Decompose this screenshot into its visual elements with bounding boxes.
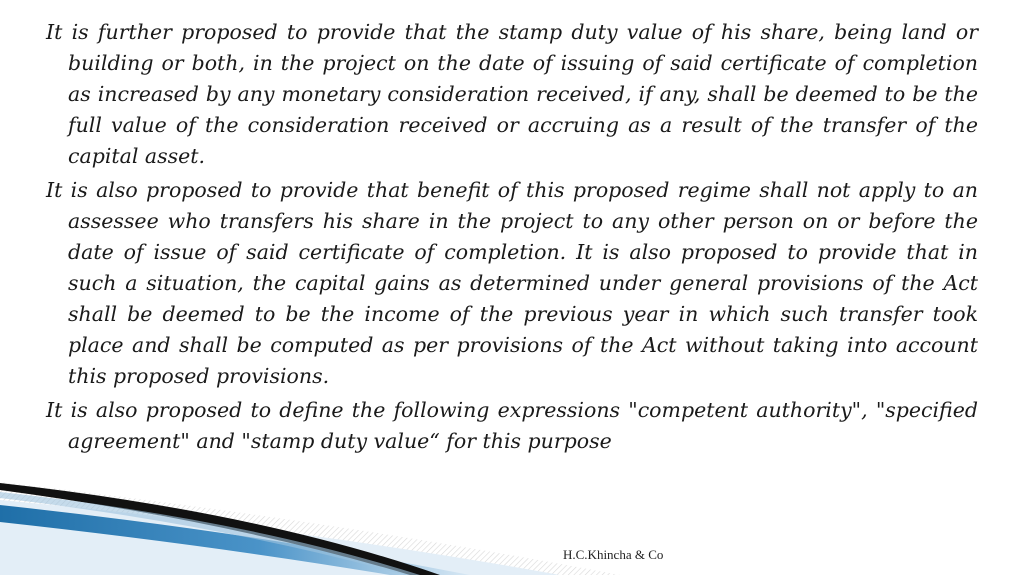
body-text [46,17,978,460]
paragraph-1: It is further proposed to provide that the stamp duty value of his share, being land or building or both, in the project on the date of issuing of said certificate of completion as increased by any monetary consideration received, if any, shall be deemed to be the full value of the consideration received or accruing as a result of the transfer of the capital asset. [46,20,978,168]
paragraph-3: It is also proposed to define the following expressions "competent authority", "specified agreement" and "stamp duty value“ for this purpose [46,398,978,453]
footer-text: H.C.Khincha & Co [563,547,664,562]
paragraph-2: It is also proposed to provide that benefit of this proposed regime shall not apply to an assessee who transfers his share in the project to any other person on or before the date of issue of said certificate of completion. It is also proposed to provide that in such a situation, the capital gains as determined under general provisions of the Act shall be deemed to be the income of the previous year in which such transfer took place and shall be computed as per provisions of the Act without taking into account this proposed provisions. [46,178,978,388]
